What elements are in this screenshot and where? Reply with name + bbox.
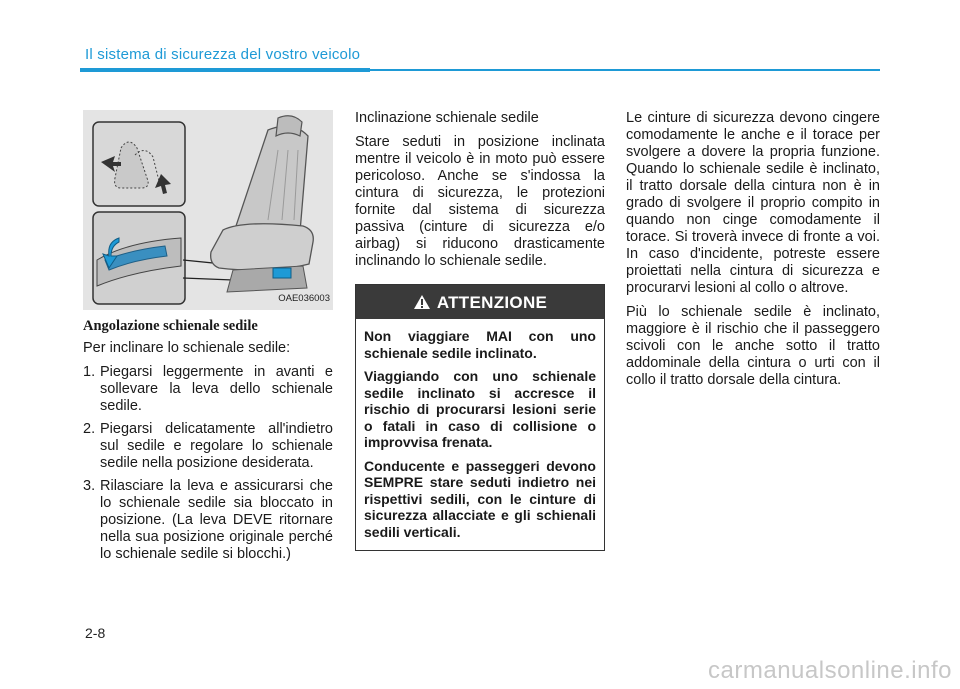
figure-code: OAE036003 bbox=[278, 293, 330, 304]
section-title: Il sistema di sicurezza del vostro veicolo bbox=[85, 46, 361, 63]
step-number: 2. bbox=[83, 421, 96, 437]
step-number: 1. bbox=[83, 364, 96, 380]
step-text: Piegarsi delicatamente all'indietro sul sedile e regolare lo schienale sedile nella posizione desiderata. bbox=[100, 421, 333, 471]
header-rule-thin bbox=[370, 69, 880, 71]
column-left bbox=[83, 110, 333, 569]
warning-box bbox=[355, 284, 605, 551]
step-number: 3. bbox=[83, 478, 96, 494]
list-item bbox=[83, 478, 333, 563]
warning-paragraph: Conducente e passeggeri devono SEMPRE stare seduti indietro nei rispettivi sedili, con le cinture di sicurezza allacciate e gli schienali sedili verticali. bbox=[364, 457, 596, 540]
column-middle bbox=[355, 110, 605, 551]
intro-text: Per inclinare lo schienale sedile: bbox=[83, 340, 291, 356]
subsection-title: Inclinazione schienale sedile bbox=[355, 110, 539, 126]
watermark: carmanualsonline.info bbox=[708, 657, 952, 684]
list-item bbox=[83, 364, 333, 415]
step-text: Rilasciare la leva e assicurarsi che lo schienale sedile sia bloccato in posizione. (La leva DEVE ritornare nella sua posizione originale perché lo schienale sedile si blocchi.) bbox=[100, 478, 333, 562]
step-text: Piegarsi leggermente in avanti e sollevare la leva dello schienale sedile. bbox=[100, 364, 333, 414]
warning-paragraph: Viaggiando con uno schienale sedile inclinato si accresce il rischio di procurarsi lesioni serie o fatali in caso di collisione o improvvisa frenata. bbox=[364, 368, 596, 450]
warning-label: ATTENZIONE bbox=[436, 292, 548, 312]
warning-body bbox=[356, 319, 604, 550]
column-right bbox=[626, 110, 880, 396]
warning-header bbox=[356, 285, 604, 319]
seat-recline-illustration bbox=[83, 110, 333, 310]
belt-paragraph: Le cinture di sicurezza devono cingere comodamente le anche e il torace per svolgere a dovere la propria funzione. Quando lo schienale sedile è inclinato, il tratto dorsale della cintura non è in grado di svolgere il proprio compito in quando non cinge comodamente il torace. Si troverà invece di fronte a voi. In caso d'incidente, potreste essere proiettati nella cintura di sicurezza e procurarvi lesioni al collo o altrove. bbox=[626, 110, 880, 296]
page-number: 2-8 bbox=[85, 625, 106, 641]
seat-illustration-graphic bbox=[83, 110, 333, 310]
header-rule-thick bbox=[80, 68, 370, 72]
recline-paragraph: Stare seduti in posizione inclinata mentre il veicolo è in moto può essere pericoloso. Anche se s'indossa la cintura di sicurezza, le protezioni fornite dal sistema di sicurezza passiva (cinture di sicurezza e/o airbag) si riducono drasticamente inclinando lo schienale sedile. bbox=[355, 134, 605, 269]
warning-triangle-icon bbox=[413, 294, 431, 310]
belt-paragraph: Più lo schienale sedile è inclinato, maggiore è il rischio che il passeggero scivoli con le anche sotto il tratto addominale della cintura o urti con il collo il tratto dorsale della cintura. bbox=[626, 304, 880, 388]
steps-list bbox=[83, 364, 333, 563]
warning-paragraph: Non viaggiare MAI con uno schienale sedile inclinato. bbox=[364, 328, 596, 361]
list-item bbox=[83, 421, 333, 472]
section-heading: Angolazione schienale sedile bbox=[83, 318, 258, 334]
